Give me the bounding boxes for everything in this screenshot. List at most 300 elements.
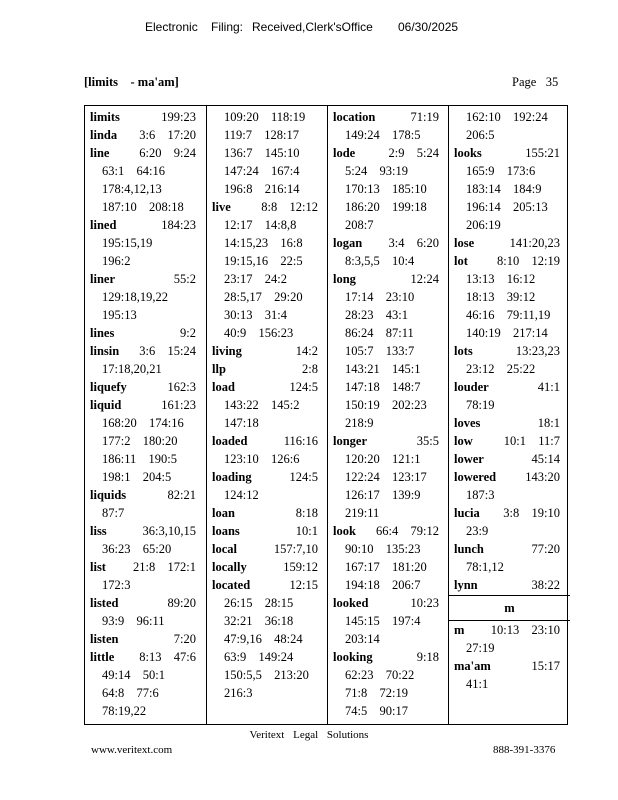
index-entry-continuation — [224, 164, 299, 178]
footer-website[interactable]: www.veritext.com — [91, 744, 173, 756]
index-references: 157:7,10 — [273, 542, 318, 556]
index-entry — [212, 524, 318, 538]
index-entry-continuation — [345, 578, 420, 592]
index-references: 199:23 — [161, 110, 196, 124]
index-term: local — [212, 542, 237, 556]
index-term: lower — [454, 452, 484, 466]
index-column-4 — [448, 106, 570, 724]
index-references: 17:14 23:10 — [345, 290, 415, 304]
index-entry-continuation — [345, 614, 420, 628]
index-references: 3:4 6:20 — [388, 236, 439, 250]
index-entry — [454, 542, 560, 556]
index-entry — [454, 470, 560, 484]
index-term: lose — [454, 236, 475, 250]
index-references: 119:7 128:17 — [224, 128, 299, 142]
index-references: 7:20 — [173, 632, 196, 646]
index-term: low — [454, 434, 473, 448]
index-entry-continuation — [345, 416, 373, 430]
index-entry-continuation — [466, 488, 494, 502]
index-entry-continuation — [345, 506, 379, 520]
index-references: 47:9,16 48:24 — [224, 632, 303, 646]
index-entry-continuation — [466, 362, 535, 376]
index-term: lot — [454, 254, 468, 268]
index-entry-continuation — [102, 182, 162, 196]
index-term: looks — [454, 146, 482, 160]
index-references: 90:10 135:23 — [345, 542, 421, 556]
index-references: 109:20 118:19 — [224, 110, 306, 124]
index-entry-continuation — [345, 398, 427, 412]
index-entry-continuation — [466, 641, 494, 655]
index-references: 28:5,17 29:20 — [224, 290, 303, 304]
index-references: 162:10 192:24 — [466, 110, 548, 124]
section-letter: m — [504, 601, 515, 615]
index-term: ma'am — [454, 659, 491, 673]
index-entry — [90, 596, 196, 610]
index-entry-continuation — [345, 542, 420, 556]
index-entry-continuation — [224, 398, 299, 412]
index-references: 35:5 — [416, 434, 439, 448]
index-term: look — [333, 524, 356, 538]
index-term: list — [90, 560, 106, 574]
index-references: 63:1 64:16 — [102, 164, 165, 178]
index-term: line — [90, 146, 110, 160]
index-references: 10:1 — [295, 524, 318, 538]
index-entry — [454, 416, 560, 430]
index-entry-continuation — [345, 488, 420, 502]
index-references: 2:9 5:24 — [388, 146, 439, 160]
index-entry-continuation — [466, 308, 550, 322]
index-entry — [333, 110, 439, 124]
index-references: 77:20 — [531, 542, 560, 556]
index-entry — [333, 272, 439, 286]
index-entry — [90, 146, 196, 160]
index-entry-continuation — [102, 200, 184, 214]
index-entry-continuation — [224, 128, 299, 142]
index-entry-continuation — [102, 542, 171, 556]
index-references: 55:2 — [173, 272, 196, 286]
index-references: 140:19 217:14 — [466, 326, 548, 340]
index-entry-continuation — [345, 704, 408, 718]
index-references: 8:8 12:12 — [261, 200, 318, 214]
index-references: 23:17 24:2 — [224, 272, 287, 286]
index-entry-continuation — [345, 668, 414, 682]
index-term: lode — [333, 146, 356, 160]
index-references: 17:18,20,21 — [102, 362, 162, 376]
index-entry — [212, 434, 318, 448]
index-references: 8:13 47:6 — [139, 650, 196, 664]
index-references: 23:9 — [466, 524, 489, 538]
index-references: 194:18 206:7 — [345, 578, 421, 592]
index-term: loan — [212, 506, 235, 520]
index-references: 150:19 202:23 — [345, 398, 427, 412]
index-entry — [454, 506, 560, 520]
index-references: 124:5 — [289, 470, 318, 484]
index-references: 36:23 65:20 — [102, 542, 172, 556]
index-term: load — [212, 380, 235, 394]
index-entry-continuation — [102, 236, 152, 250]
index-entry — [90, 488, 196, 502]
index-entry-continuation — [466, 164, 535, 178]
index-term: located — [212, 578, 251, 592]
index-entry-continuation — [224, 326, 293, 340]
index-entry-continuation — [224, 254, 303, 268]
index-references: 177:2 180:20 — [102, 434, 178, 448]
index-entry — [212, 578, 318, 592]
index-entry — [212, 506, 318, 520]
index-references: 206:5 — [466, 128, 495, 142]
index-references: 159:12 — [283, 560, 318, 574]
filing-label: Filing: — [211, 20, 244, 34]
index-references: 12:24 — [410, 272, 439, 286]
index-entry-continuation — [102, 668, 165, 682]
index-references: 49:14 50:1 — [102, 668, 165, 682]
index-references: 147:18 148:7 — [345, 380, 421, 394]
index-references: 38:22 — [531, 578, 560, 592]
index-term: liquids — [90, 488, 127, 502]
index-entry — [90, 398, 196, 412]
index-references: 18:13 39:12 — [466, 290, 536, 304]
index-references: 12:17 14:8,8 — [224, 218, 297, 232]
index-references: 23:12 25:22 — [466, 362, 536, 376]
index-entry-continuation — [102, 452, 177, 466]
index-entry — [212, 200, 318, 214]
index-references: 66:4 79:12 — [376, 524, 439, 538]
index-references: 143:22 145:2 — [224, 398, 300, 412]
index-references: 124:12 — [224, 488, 259, 502]
index-entry-continuation — [224, 146, 299, 160]
index-references: 10:1 11:7 — [503, 434, 560, 448]
index-entry — [454, 380, 560, 394]
index-references: 87:7 — [102, 506, 125, 520]
index-entry-continuation — [224, 452, 299, 466]
index-entry-continuation — [224, 182, 299, 196]
index-references: 62:23 70:22 — [345, 668, 415, 682]
index-entry-continuation — [345, 344, 414, 358]
index-references: 36:3,10,15 — [142, 524, 196, 538]
index-entry-continuation — [466, 218, 501, 232]
index-entry — [90, 380, 196, 394]
index-references: 147:18 — [224, 416, 259, 430]
index-references: 14:15,23 16:8 — [224, 236, 303, 250]
index-term: louder — [454, 380, 489, 394]
index-entry-continuation — [345, 470, 427, 484]
section-letter-box — [449, 595, 570, 621]
index-references: 129:18,19,22 — [102, 290, 168, 304]
index-entry-continuation — [345, 218, 373, 232]
index-term: looked — [333, 596, 369, 610]
index-references: 10:23 — [410, 596, 439, 610]
index-references: 123:10 126:6 — [224, 452, 300, 466]
index-entry-continuation — [466, 524, 488, 538]
index-references: 74:5 90:17 — [345, 704, 408, 718]
filing-electronic: Electronic — [145, 20, 198, 34]
index-references: 8:18 — [295, 506, 318, 520]
index-term: live — [212, 200, 231, 214]
index-entry-continuation — [466, 110, 548, 124]
index-references: 10:13 23:10 — [490, 623, 560, 637]
index-references: 26:15 28:15 — [224, 596, 294, 610]
index-entry — [454, 146, 560, 160]
index-references: 78:1,12 — [466, 560, 504, 574]
index-entry-continuation — [466, 398, 494, 412]
filing-date: 06/30/2025 — [398, 20, 459, 34]
index-references: 41:1 — [466, 677, 489, 691]
index-references: 86:24 87:11 — [345, 326, 414, 340]
index-references: 216:3 — [224, 686, 253, 700]
index-references: 198:1 204:5 — [102, 470, 172, 484]
index-references: 105:7 133:7 — [345, 344, 415, 358]
index-entry-continuation — [224, 308, 287, 322]
index-references: 82:21 — [167, 488, 196, 502]
index-references: 196:8 216:14 — [224, 182, 300, 196]
index-entry-continuation — [345, 128, 420, 142]
index-term: linsin — [90, 344, 120, 358]
index-range: [limits - ma'am] — [84, 75, 179, 89]
index-entry-continuation — [224, 290, 303, 304]
index-references: 41:1 — [537, 380, 560, 394]
index-references: 45:14 — [531, 452, 560, 466]
index-entry — [90, 344, 196, 358]
index-references: 30:13 31:4 — [224, 308, 287, 322]
index-references: 8:10 12:19 — [497, 254, 560, 268]
index-entry — [333, 650, 439, 664]
index-entry — [212, 542, 318, 556]
index-references: 2:8 — [302, 362, 318, 376]
index-references: 3:8 19:10 — [503, 506, 560, 520]
index-entry-continuation — [102, 704, 146, 718]
index-entry — [454, 623, 560, 637]
index-term: longer — [333, 434, 368, 448]
index-entry-continuation — [102, 254, 130, 268]
index-entry — [454, 452, 560, 466]
index-entry-continuation — [224, 272, 287, 286]
index-entry — [90, 632, 196, 646]
index-entry-continuation — [224, 596, 293, 610]
index-references: 143:21 145:1 — [345, 362, 421, 376]
index-references: 187:10 208:18 — [102, 200, 184, 214]
index-references: 203:14 — [345, 632, 380, 646]
index-term: living — [212, 344, 242, 358]
index-references: 186:11 190:5 — [102, 452, 177, 466]
index-references: 195:15,19 — [102, 236, 153, 250]
index-references: 196:2 — [102, 254, 131, 268]
index-term: linda — [90, 128, 118, 142]
index-entry-continuation — [345, 452, 420, 466]
index-references: 206:19 — [466, 218, 501, 232]
index-term: liner — [90, 272, 115, 286]
index-references: 116:16 — [283, 434, 318, 448]
index-entry — [333, 524, 439, 538]
index-references: 161:23 — [161, 398, 196, 412]
index-entry-continuation — [345, 686, 408, 700]
index-references: 145:15 197:4 — [345, 614, 421, 628]
index-column-3 — [327, 106, 449, 724]
index-references: 165:9 173:6 — [466, 164, 536, 178]
index-references: 71:8 72:19 — [345, 686, 408, 700]
index-entry — [90, 650, 196, 664]
index-entry — [212, 362, 318, 376]
index-entry-continuation — [102, 290, 168, 304]
index-references: 195:13 — [102, 308, 137, 322]
index-term: lynn — [454, 578, 478, 592]
index-entry-continuation — [102, 686, 159, 700]
page-label: Page — [512, 75, 537, 89]
index-term: lucia — [454, 506, 480, 520]
index-entry-continuation — [345, 200, 427, 214]
footer-company: Veritext Legal Solutions — [249, 729, 369, 741]
index-entry-continuation — [224, 632, 303, 646]
index-references: 178:4,12,13 — [102, 182, 162, 196]
index-entry — [90, 110, 196, 124]
index-entry-continuation — [466, 182, 541, 196]
index-term: loading — [212, 470, 252, 484]
index-references: 64:8 77:6 — [102, 686, 159, 700]
index-references: 8:3,5,5 10:4 — [345, 254, 415, 268]
index-references: 5:24 93:19 — [345, 164, 408, 178]
index-term: m — [454, 623, 465, 637]
index-term: long — [333, 272, 356, 286]
index-entry — [333, 434, 439, 448]
index-term: liquid — [90, 398, 122, 412]
index-references: 28:23 43:1 — [345, 308, 408, 322]
index-references: 13:13 16:12 — [466, 272, 536, 286]
index-entry-continuation — [466, 560, 504, 574]
index-entry-continuation — [345, 560, 427, 574]
index-references: 21:8 172:1 — [133, 560, 196, 574]
index-references: 3:6 17:20 — [139, 128, 196, 142]
index-entry-continuation — [345, 326, 414, 340]
index-entry-continuation — [102, 164, 165, 178]
index-references: 46:16 79:11,19 — [466, 308, 551, 322]
index-references: 218:9 — [345, 416, 374, 430]
page-number-label — [512, 75, 558, 90]
page-number: 35 — [545, 75, 559, 89]
index-references: 120:20 121:1 — [345, 452, 421, 466]
index-references: 6:20 9:24 — [139, 146, 196, 160]
index-entry-continuation — [224, 650, 293, 664]
index-entry-continuation — [224, 110, 305, 124]
index-entry-continuation — [224, 488, 259, 502]
index-entry-continuation — [102, 578, 130, 592]
index-entry — [454, 434, 560, 448]
index-references: 3:6 15:24 — [139, 344, 196, 358]
index-references: 63:9 149:24 — [224, 650, 294, 664]
index-entry — [212, 470, 318, 484]
index-entry-continuation — [345, 182, 427, 196]
index-entry-continuation — [466, 272, 535, 286]
index-entry-continuation — [345, 380, 420, 394]
index-entry-continuation — [224, 236, 303, 250]
index-references: 124:5 — [289, 380, 318, 394]
word-index-grid — [84, 105, 568, 725]
index-references: 155:21 — [525, 146, 560, 160]
index-references: 172:3 — [102, 578, 131, 592]
index-term: listed — [90, 596, 119, 610]
index-term: little — [90, 650, 115, 664]
index-entry — [90, 326, 196, 340]
index-entry-continuation — [102, 434, 177, 448]
index-entry-continuation — [224, 416, 259, 430]
index-entry — [333, 236, 439, 250]
index-references: 149:24 178:5 — [345, 128, 421, 142]
index-references: 32:21 36:18 — [224, 614, 294, 628]
index-entry-continuation — [102, 362, 162, 376]
index-term: loans — [212, 524, 240, 538]
index-entry — [333, 146, 439, 160]
index-entry — [454, 254, 560, 268]
index-entry-continuation — [102, 416, 184, 430]
index-entry-continuation — [224, 614, 293, 628]
index-term: lots — [454, 344, 473, 358]
index-references: 186:20 199:18 — [345, 200, 427, 214]
filing-received: Received,Clerk'sOffice — [252, 20, 373, 34]
index-entry-continuation — [224, 218, 296, 232]
index-term: liquefy — [90, 380, 127, 394]
index-references: 184:23 — [161, 218, 196, 232]
index-references: 78:19,22 — [102, 704, 147, 718]
index-references: 18:1 — [537, 416, 560, 430]
footer-phone: 888-391-3376 — [493, 744, 556, 756]
index-entry-continuation — [345, 254, 414, 268]
index-entry — [454, 659, 560, 673]
index-references: 187:3 — [466, 488, 495, 502]
index-references: 15:17 — [531, 659, 560, 673]
index-entry-continuation — [224, 668, 309, 682]
index-references: 168:20 174:16 — [102, 416, 184, 430]
index-entry-continuation — [466, 128, 494, 142]
index-entry-continuation — [102, 506, 124, 520]
index-column-2 — [206, 106, 328, 724]
index-term: looking — [333, 650, 373, 664]
index-references: 13:23,23 — [515, 344, 560, 358]
index-entry — [212, 380, 318, 394]
index-references: 208:7 — [345, 218, 374, 232]
index-entry — [454, 344, 560, 358]
index-term: lunch — [454, 542, 484, 556]
index-entry-continuation — [466, 677, 488, 691]
index-references: 40:9 156:23 — [224, 326, 294, 340]
index-entry — [212, 560, 318, 574]
index-entry-continuation — [102, 470, 171, 484]
index-references: 219:11 — [345, 506, 380, 520]
index-references: 9:2 — [180, 326, 196, 340]
index-references: 9:18 — [416, 650, 439, 664]
index-references: 136:7 145:10 — [224, 146, 300, 160]
index-entry-continuation — [345, 362, 420, 376]
index-term: locally — [212, 560, 247, 574]
index-entry-continuation — [345, 164, 408, 178]
index-references: 150:5,5 213:20 — [224, 668, 309, 682]
index-references: 170:13 185:10 — [345, 182, 427, 196]
index-entry-continuation — [345, 308, 408, 322]
index-references: 147:24 167:4 — [224, 164, 300, 178]
index-references: 71:19 — [410, 110, 439, 124]
index-entry — [90, 128, 196, 142]
index-references: 78:19 — [466, 398, 495, 412]
index-entry — [90, 218, 196, 232]
index-references: 196:14 205:13 — [466, 200, 548, 214]
index-references: 14:2 — [295, 344, 318, 358]
index-entry-continuation — [102, 308, 137, 322]
index-references: 89:20 — [167, 596, 196, 610]
index-entry-continuation — [345, 632, 380, 646]
index-entry-continuation — [102, 614, 164, 628]
index-term: llp — [212, 362, 226, 376]
index-references: 93:9 96:11 — [102, 614, 165, 628]
index-term: limits — [90, 110, 120, 124]
index-column-1 — [85, 106, 206, 724]
index-references: 27:19 — [466, 641, 495, 655]
